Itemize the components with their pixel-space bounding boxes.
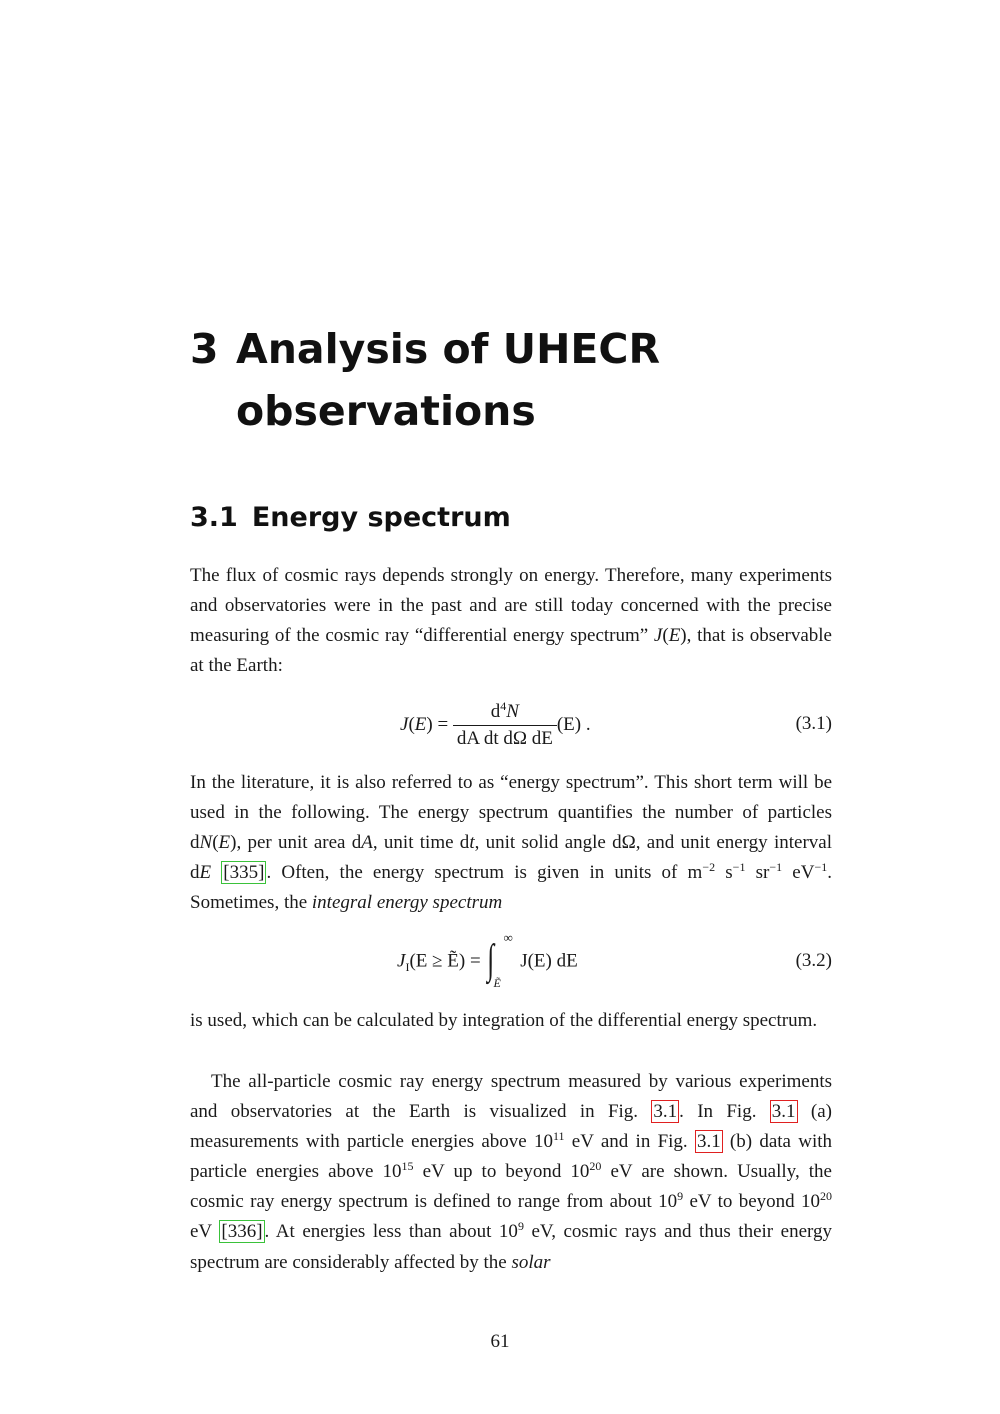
text-run: The all-particle cosmic ray energy spectrum measured by various experiments and observatories at the Earth is visualized in Fig. [190, 1071, 832, 1123]
math-symbol: J [653, 625, 663, 647]
figure-link[interactable]: 3.1 [696, 1131, 721, 1153]
exponent: 11 [553, 1129, 565, 1144]
text-run: In the literature, it is also referred to as “energy spectrum”. This short term will be used in the following. The energy spectrum quantifies the number of particles d [190, 772, 832, 854]
section-title [190, 498, 511, 538]
integral-sign: ∫ [487, 937, 495, 983]
paragraph-all-particle [190, 1067, 832, 1278]
math-symbol: t [469, 832, 475, 854]
math-text: ( [408, 713, 415, 735]
integral [485, 930, 515, 990]
text-run: (a) measurements with particle energies above 10 [190, 1101, 832, 1153]
text-run: . Often, the energy spectrum is given in units of m [266, 862, 703, 884]
text-run: . In Fig. [679, 1101, 770, 1123]
subscript: I [405, 960, 410, 975]
text-run: sr [745, 862, 770, 884]
text-run: . Sometimes, the [190, 862, 832, 914]
math-symbol: E [668, 625, 681, 647]
chapter-title [190, 318, 810, 442]
math-text: (E) . [556, 713, 591, 735]
exponent: 4 [500, 699, 507, 713]
math-text: (E ≥ Ẽ) = [409, 950, 481, 972]
text-run: . At energies less than about 10 [264, 1221, 518, 1243]
math-symbol: J [400, 713, 409, 735]
math-symbol: E [199, 862, 212, 884]
text-run: eV are shown. Usually, the cosmic ray energy spectrum is defined to range from about 10 [190, 1161, 832, 1213]
math-symbol: E [414, 713, 427, 735]
math-symbol: N [506, 701, 519, 722]
text-run: ), per unit area d [230, 832, 362, 854]
numerator [453, 701, 557, 725]
exponent: −1 [814, 860, 828, 875]
text-run: eV up to beyond 10 [413, 1161, 590, 1183]
text-run: s [715, 862, 733, 884]
exponent: −1 [732, 860, 746, 875]
text-run: eV [190, 1221, 220, 1243]
math-symbol: J [397, 950, 406, 972]
page-number: 61 [490, 1331, 510, 1352]
math-symbol: E [218, 832, 231, 854]
integral-upper-limit: ∞ [503, 930, 513, 945]
citation-link[interactable]: [335] [223, 862, 265, 884]
section-number: 3.1 [190, 502, 238, 533]
paragraph-intro [190, 561, 832, 681]
equation-3-2 [190, 930, 832, 994]
exponent: 20 [589, 1159, 602, 1174]
exponent: 9 [677, 1189, 684, 1204]
text-run: (b) data with particle energies above 10 [190, 1131, 833, 1183]
chapter-title-text: Analysis of UHECR observations [236, 325, 661, 435]
equation-number: (3.1) [795, 713, 832, 734]
exponent: −1 [769, 860, 783, 875]
exponent: 9 [517, 1219, 524, 1234]
exponent: 20 [820, 1189, 832, 1204]
paragraph-integral-note: is used, which can be calculated by integration of the differential energy spectrum. [190, 1010, 818, 1031]
emphasis-text: solar [511, 1251, 551, 1273]
paragraph-definition [190, 768, 832, 918]
text-run: ( [662, 625, 669, 647]
text-run: eV to beyond 10 [683, 1191, 820, 1213]
text-run: , unit solid angle dΩ, and unit energy interval d [190, 832, 832, 884]
math-symbol: N [199, 832, 213, 854]
figure-link[interactable]: 3.1 [653, 1101, 678, 1123]
section-title-text: Energy spectrum [251, 502, 511, 533]
text-run: eV [782, 862, 815, 884]
text-run: The flux of cosmic rays depends strongly on energy. Therefore, many experiments and observatories were in the past and are still today concerned with the precise measuring of the cosmic ray “differential energy spectrum” [190, 565, 832, 647]
equation-body [397, 930, 578, 990]
citation-link[interactable]: [336] [221, 1221, 263, 1243]
exponent: −2 [702, 860, 716, 875]
math-symbol: A [361, 832, 373, 854]
math-text: J(E) dE [520, 950, 578, 972]
text-run: ), that is observable at the Earth: [190, 625, 832, 677]
equation-3-1 [190, 697, 832, 757]
integral-lower-limit: Ẽ [493, 976, 501, 990]
math-text: ) = [426, 713, 449, 735]
text-run: , unit time d [372, 832, 470, 854]
chapter-number: 3 [190, 325, 219, 373]
figure-link[interactable]: 3.1 [771, 1101, 796, 1123]
text-run: ( [212, 832, 219, 854]
equation-number: (3.2) [795, 950, 832, 971]
equation-body [400, 701, 591, 750]
exponent: 15 [401, 1159, 414, 1174]
text-run: eV, cosmic rays and thus their energy spectrum are considerably affected by the [190, 1221, 833, 1273]
denominator: dA dt dΩ dE [453, 725, 557, 750]
math-text: d [490, 701, 501, 722]
text-run: eV and in Fig. [564, 1131, 695, 1153]
emphasis-text: integral energy spectrum [311, 892, 503, 914]
fraction [453, 701, 557, 750]
